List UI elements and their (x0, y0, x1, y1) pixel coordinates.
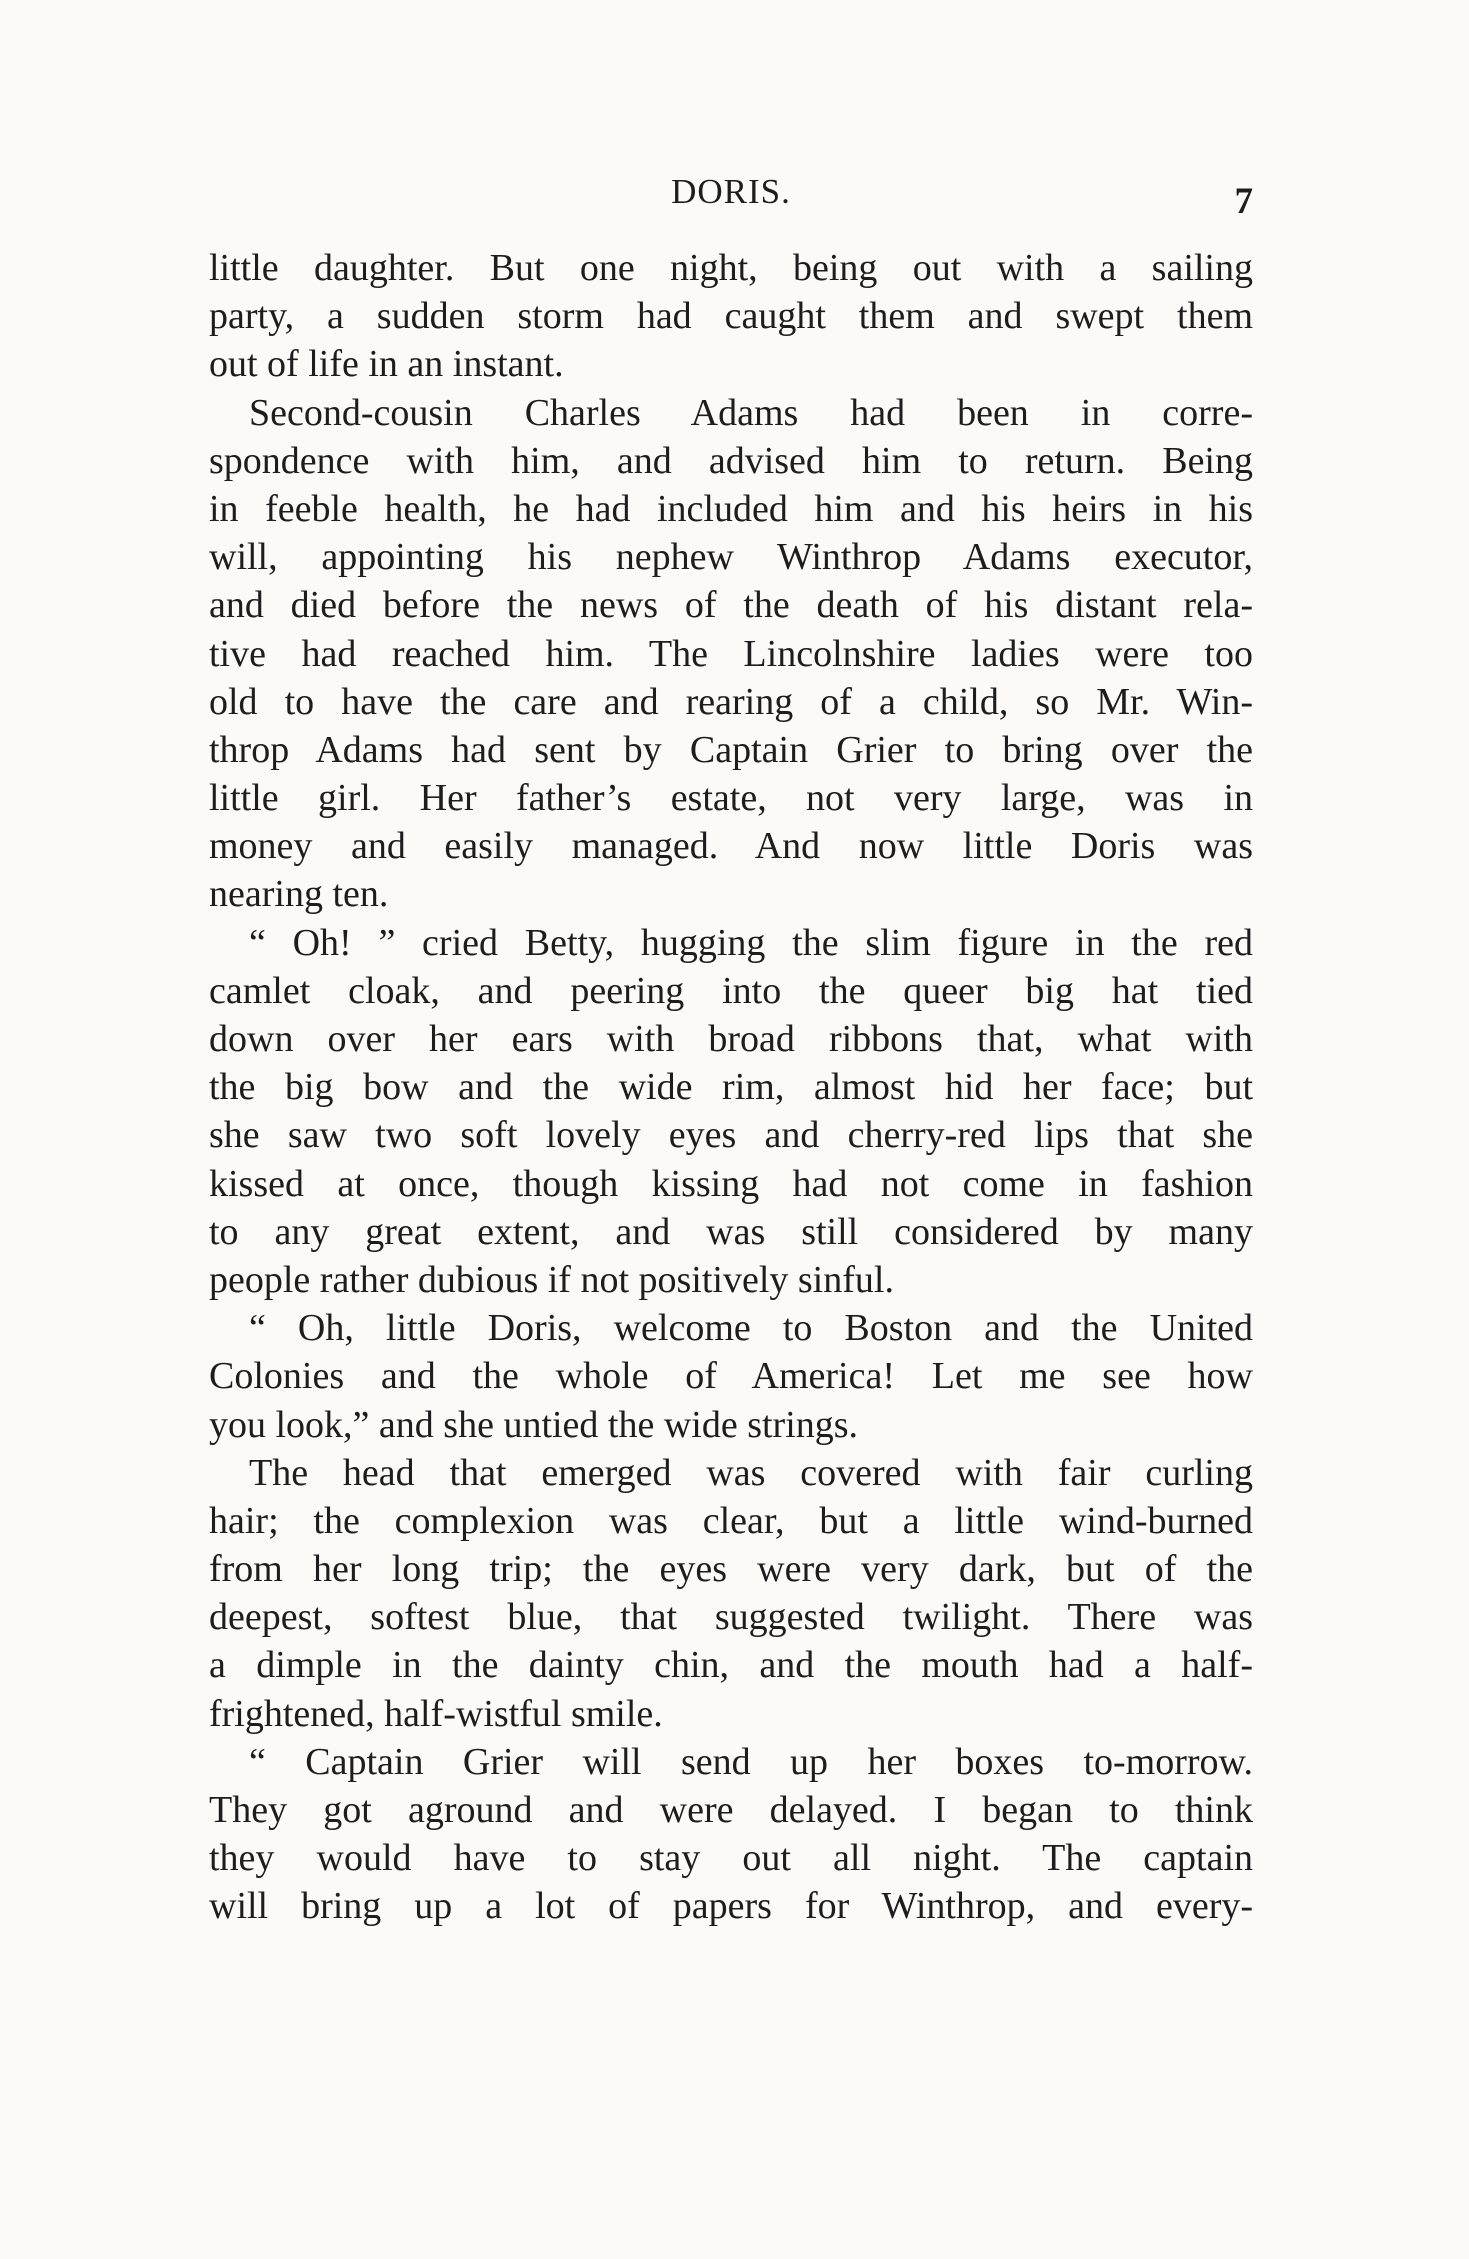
text-line: you look,” and she untied the wide strings. (209, 1403, 859, 1446)
text-line: “ Oh! ” cried Betty, hugging the slim figure in the red (249, 921, 1253, 964)
text-line: to any great extent, and was still considered by many (209, 1210, 1253, 1253)
text-line: throp Adams had sent by Captain Grier to bring over the (209, 728, 1253, 771)
text-line: old to have the care and rearing of a child, so Mr. Win- (209, 680, 1253, 723)
text-line: will, appointing his nephew Winthrop Adams executor, (209, 536, 1253, 579)
text-line: frightened, half-wistful smile. (209, 1692, 663, 1735)
text-line: Second-cousin Charles Adams had been in corre- (249, 391, 1253, 434)
text-line: the big bow and the wide rim, almost hid her face; but (209, 1066, 1253, 1109)
text-line: from her long trip; the eyes were very dark, but of the (209, 1548, 1253, 1591)
text-line: a dimple in the dainty chin, and the mouth had a half- (209, 1644, 1253, 1687)
text-line: money and easily managed. And now little Doris was (209, 825, 1253, 868)
text-line: in feeble health, he had included him and his heirs in his (209, 487, 1253, 530)
text-line: and died before the news of the death of his distant rela- (209, 584, 1253, 627)
text-line: spondence with him, and advised him to return. Being (209, 439, 1253, 482)
body-text (209, 244, 1253, 1931)
text-line: They got aground and were delayed. I began to think (209, 1789, 1253, 1831)
text-line: out of life in an instant. (209, 343, 564, 386)
text-line: “ Oh, little Doris, welcome to Boston and the United (249, 1307, 1253, 1350)
text-line: The head that emerged was covered with fair curling (249, 1451, 1253, 1494)
text-line: hair; the complexion was clear, but a little wind-burned (209, 1499, 1253, 1542)
text-line: deepest, softest blue, that suggested twilight. There was (209, 1596, 1253, 1639)
text-line: they would have to stay out all night. The captain (209, 1837, 1253, 1880)
running-title: DORIS. (671, 172, 791, 211)
text-line: little daughter. But one night, being out with a sailing (209, 247, 1253, 289)
text-line: she saw two soft lovely eyes and cherry-red lips that she (209, 1114, 1253, 1157)
text-line: kissed at once, though kissing had not come in fashion (209, 1162, 1253, 1205)
text-line: people rather dubious if not positively sinful. (209, 1258, 894, 1301)
text-line: little girl. Her father’s estate, not very large, was in (209, 777, 1253, 820)
text-line: camlet cloak, and peering into the queer big hat tied (209, 969, 1253, 1012)
page-number: 7 (1234, 181, 1253, 222)
text-line: down over her ears with broad ribbons that, what with (209, 1018, 1253, 1060)
running-head (209, 162, 1253, 222)
text-line: party, a sudden storm had caught them and swept them (209, 295, 1253, 338)
text-line: tive had reached him. The Lincolnshire ladies were too (209, 632, 1253, 675)
text-line: will bring up a lot of papers for Winthrop, and every- (209, 1885, 1253, 1928)
text-line: “ Captain Grier will send up her boxes to-morrow. (249, 1740, 1253, 1783)
text-line: Colonies and the whole of America! Let me see how (209, 1355, 1253, 1398)
text-line: nearing ten. (209, 873, 389, 916)
